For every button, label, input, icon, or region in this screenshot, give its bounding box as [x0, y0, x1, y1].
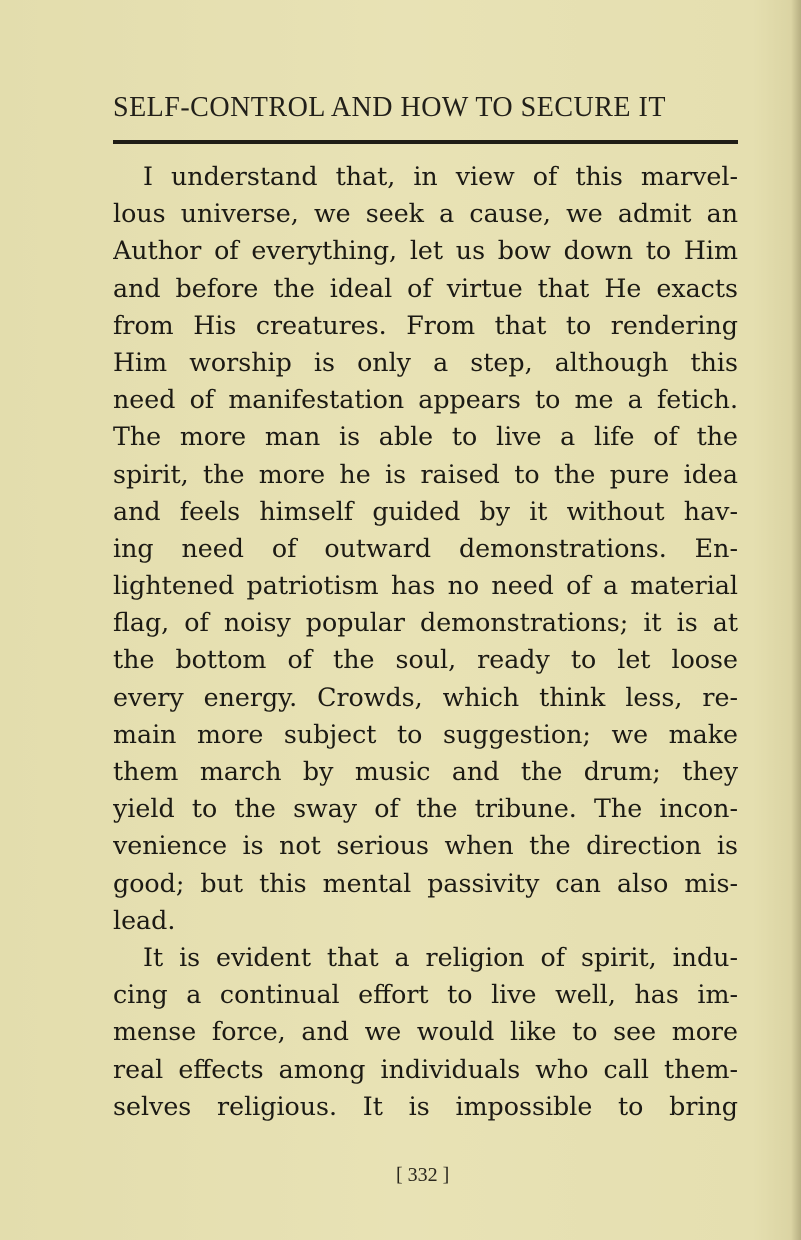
text-line: Him worship is only a step, although this — [113, 347, 738, 377]
text-line: ing need of outward demonstrations. En- — [113, 533, 738, 563]
text-line: I understand that, in view of this marvel- — [143, 162, 738, 191]
text-line: good; but this mental passivity can also mis- — [113, 868, 738, 898]
text-line: lightened patriotism has no need of a material — [113, 571, 738, 601]
page-edge-shadow — [791, 0, 801, 1240]
text-line: the bottom of the soul, ready to let loose — [113, 645, 738, 675]
header-rule — [113, 140, 738, 144]
text-line: venience is not serious when the direction is — [113, 831, 738, 861]
body-text — [113, 158, 738, 1125]
text-line: need of manifestation appears to me a fetich. — [113, 385, 738, 415]
text-line: lous universe, we seek a cause, we admit an — [113, 199, 738, 229]
text-line: and feels himself guided by it without hav- — [113, 496, 738, 526]
text-line: spirit, the more he is raised to the pure idea — [113, 459, 738, 489]
text-line: flag, of noisy popular demonstrations; it is at — [113, 608, 738, 638]
text-line: Author of everything, let us bow down to Him — [113, 236, 738, 266]
running-head: SELF-CONTROL AND HOW TO SECURE IT — [113, 92, 666, 123]
text-line: The more man is able to live a life of the — [113, 422, 738, 452]
text-line: yield to the sway of the tribune. The incon- — [113, 794, 738, 824]
text-line: It is evident that a religion of spirit, indu- — [143, 942, 738, 972]
text-line: lead. — [113, 905, 176, 935]
text-line: cing a continual effort to live well, has im- — [113, 980, 738, 1010]
text-line: every energy. Crowds, which think less, re- — [113, 682, 738, 712]
text-line: and before the ideal of virtue that He exacts — [113, 273, 738, 303]
text-line: main more subject to suggestion; we make — [113, 719, 738, 749]
text-line: selves religious. It is impossible to bring — [113, 1091, 738, 1121]
text-line: from His creatures. From that to rendering — [113, 310, 738, 340]
text-line: real effects among individuals who call them- — [113, 1054, 738, 1084]
text-line: them march by music and the drum; they — [113, 757, 738, 786]
page-number: [ 332 ] — [396, 1164, 450, 1186]
text-line: mense force, and we would like to see more — [113, 1017, 738, 1047]
